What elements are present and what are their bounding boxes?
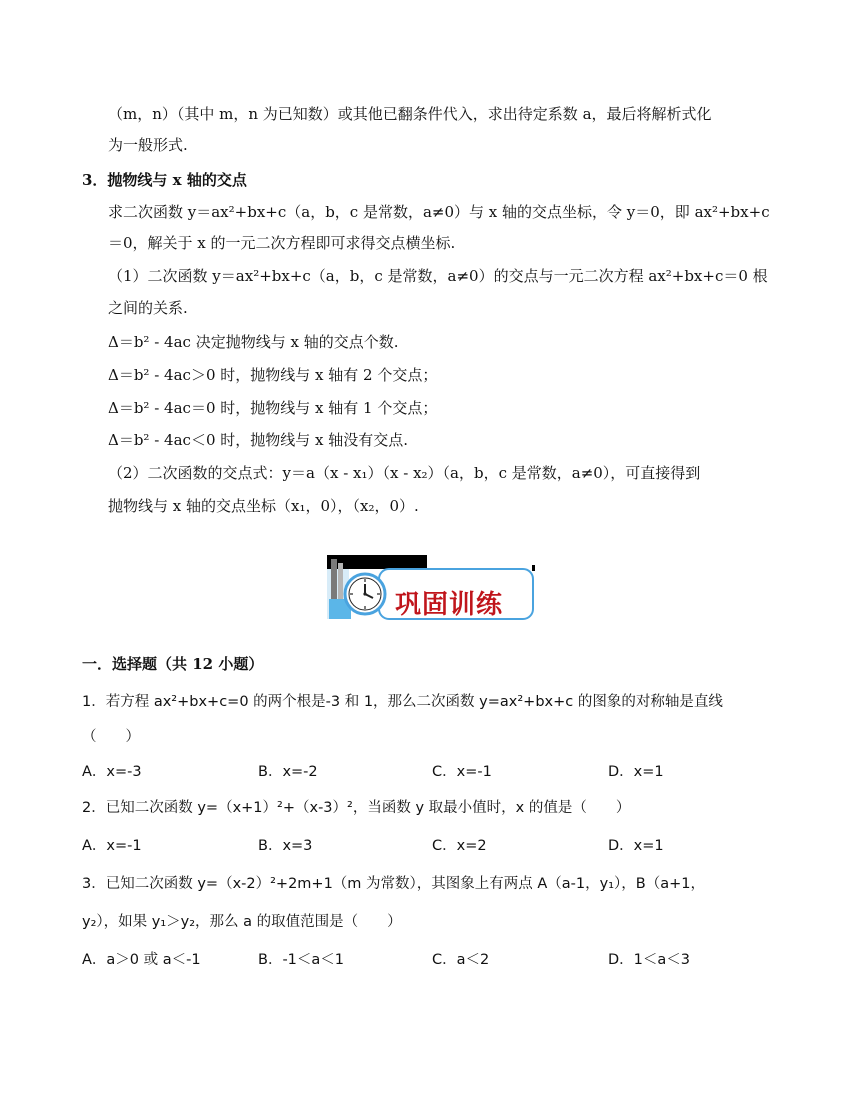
banner-title: 巩固训练	[395, 590, 504, 620]
option-d: D．1＜a＜3	[608, 952, 691, 968]
option-b: B．x=-2	[258, 764, 318, 780]
paragraph-line: （2）二次函数的交点式：y＝a（x - x₁）（x - x₂）（a，b，c 是常数，a≠0），可直接得到	[108, 464, 701, 482]
paragraph-line: 为一般形式.	[108, 136, 188, 154]
paragraph-line: 抛物线与 x 轴的交点坐标（x₁，0），（x₂，0）.	[108, 497, 419, 515]
paragraph-line: 之间的关系.	[108, 299, 188, 317]
option-b: B．x=3	[258, 838, 313, 854]
option-d: D．x=1	[608, 838, 664, 854]
option-a: A．a＞0 或 a＜-1	[82, 952, 201, 968]
option-a: A．x=-1	[82, 838, 142, 854]
paragraph-line: ＝0，解关于 x 的一元二次方程即可求得交点横坐标.	[108, 234, 456, 252]
option-a: A．x=-3	[82, 764, 142, 780]
question-stem: 2．已知二次函数 y=（x+1）²+（x-3）²，当函数 y 取最小值时，x 的值是（ ）	[82, 800, 631, 816]
delta-line: Δ＝b² - 4ac 决定抛物线与 x 轴的交点个数.	[108, 333, 399, 351]
paragraph-line: 求二次函数 y＝ax²+bx+c（a，b，c 是常数，a≠0）与 x 轴的交点坐标，令 y＝0，即 ax²+bx+c	[108, 203, 770, 221]
question-stem: 1．若方程 ax²+bx+c=0 的两个根是-3 和 1，那么二次函数 y=ax²+bx+c 的图象的对称轴是直线	[82, 694, 723, 710]
paragraph-line: （m，n）（其中 m，n 为已知数）或其他已翻条件代入，求出待定系数 a，最后将解析式化	[108, 105, 712, 123]
option-c: C．a＜2	[432, 952, 490, 968]
question-stem: 3．已知二次函数 y=（x-2）²+2m+1（m 为常数），其图象上有两点 A（a-1，y₁），B（a+1，	[82, 876, 705, 892]
option-c: C．x=-1	[432, 764, 492, 780]
exercise-heading: 一．选择题（共 12 小题）	[82, 655, 264, 673]
paragraph-line: （1）二次函数 y＝ax²+bx+c（a，b，c 是常数，a≠0）的交点与一元二次方程 ax²+bx+c＝0 根	[108, 267, 768, 285]
option-c: C．x=2	[432, 838, 487, 854]
option-d: D．x=1	[608, 764, 664, 780]
question-stem: （ ）	[82, 729, 140, 745]
option-b: B．-1＜a＜1	[258, 952, 345, 968]
delta-line: Δ＝b² - 4ac＞0 时，抛物线与 x 轴有 2 个交点；	[108, 366, 438, 384]
question-stem: y₂），如果 y₁＞y₂，那么 a 的取值范围是（ ）	[82, 914, 402, 930]
delta-line: Δ＝b² - 4ac＜0 时，抛物线与 x 轴没有交点.	[108, 431, 409, 449]
section-heading: 3．抛物线与 x 轴的交点	[82, 171, 247, 189]
clock-icon	[343, 572, 387, 616]
delta-line: Δ＝b² - 4ac＝0 时，抛物线与 x 轴有 1 个交点；	[108, 399, 438, 417]
